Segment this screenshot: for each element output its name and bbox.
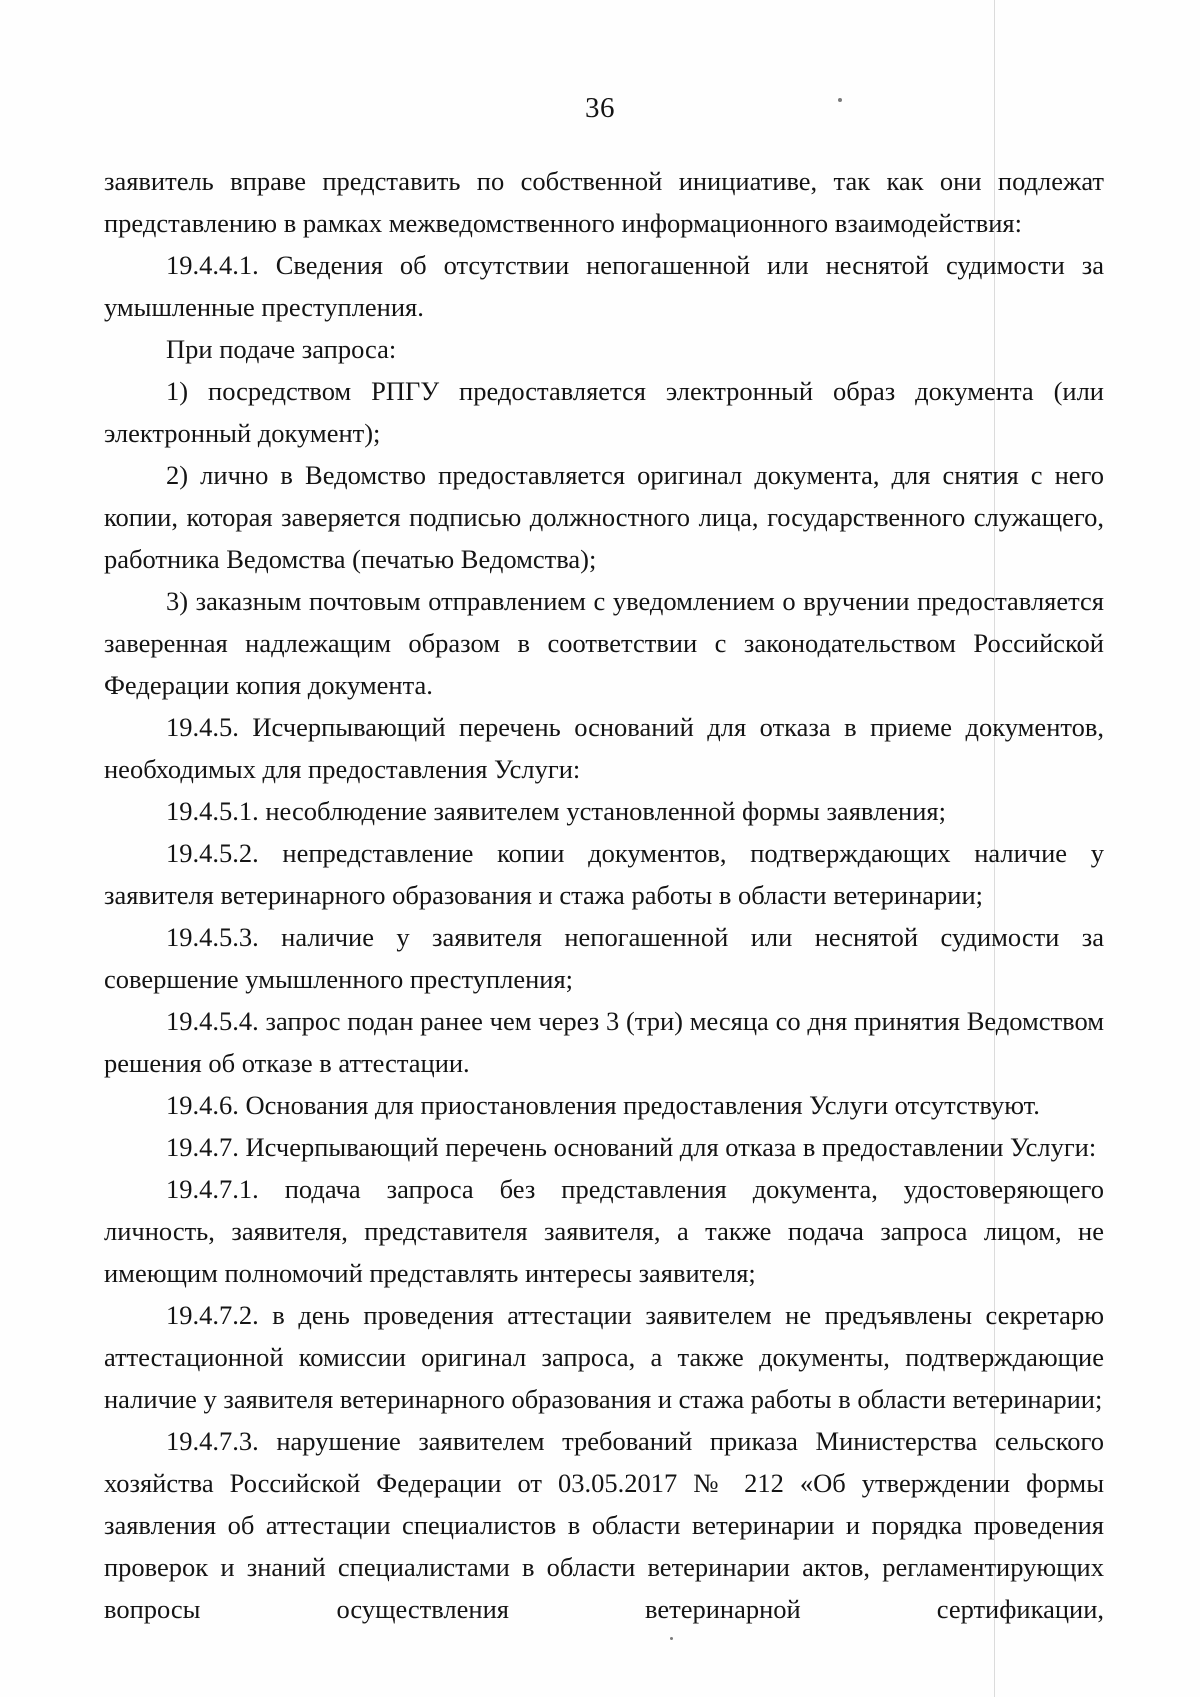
paragraph-19-4-6: 19.4.6. Основания для приостановления предоставления Услуги отсутствуют. (166, 1090, 1040, 1120)
paragraph-19-4-5-2: 19.4.5.2. непредставление копии документов, подтверждающих наличие у заявителя ветеринарного образования и стажа работы в области ветеринарии; (104, 838, 1104, 910)
paragraph-item-2: 2) лично в Ведомство предоставляется оригинал документа, для снятия с него копии, которая заверяется подписью должностного лица, государственного служащего, работника Ведомства (печатью Ведомства); (104, 460, 1104, 574)
paragraph-19-4-5-1: 19.4.5.1. несоблюдение заявителем установленной формы заявления; (166, 796, 946, 826)
document-body (104, 160, 1104, 1630)
paragraph-19-4-7: 19.4.7. Исчерпывающий перечень оснований для отказа в предоставлении Услуги: (166, 1132, 1097, 1162)
paragraph-item-1: 1) посредством РПГУ предоставляется электронный образ документа (или электронный документ); (104, 376, 1104, 448)
paragraph-19-4-4-1: 19.4.4.1. Сведения об отсутствии непогашенной или неснятой судимости за умышленные преступления. (104, 250, 1104, 322)
page-number: 36 (585, 92, 615, 124)
paragraph-item-3: 3) заказным почтовым отправлением с уведомлением о вручении предоставляется заверенная надлежащим образом в соответствии с законодательством Российской Федерации копия документа. (104, 586, 1104, 700)
paragraph-19-4-7-3: 19.4.7.3. нарушение заявителем требований приказа Министерства сельского хозяйства Российской Федерации от 03.05.2017 № 212 «Об утверждении формы заявления об аттестации специалистов в области ветеринарии и порядка проведения проверок и знаний специалистами в области ветеринарии актов, регламентирующих вопросы осуществления ветеринарной сертификации, (104, 1426, 1104, 1624)
paragraph-19-4-5-3: 19.4.5.3. наличие у заявителя непогашенной или неснятой судимости за совершение умышленного преступления; (104, 922, 1104, 994)
paragraph-19-4-7-2: 19.4.7.2. в день проведения аттестации заявителем не предъявлены секретарю аттестационной комиссии оригинал запроса, а также документы, подтверждающие наличие у заявителя ветеринарного образования и стажа работы в области ветеринарии; (104, 1300, 1104, 1414)
paragraph-19-4-5-4: 19.4.5.4. запрос подан ранее чем через 3 (три) месяца со дня принятия Ведомством решения об отказе в аттестации. (104, 1006, 1104, 1078)
paragraph-intro: заявитель вправе представить по собственной инициативе, так как они подлежат представлению в рамках межведомственного информационного взаимодействия: (104, 166, 1104, 238)
paragraph-request-submission: При подаче запроса: (166, 334, 397, 364)
scan-speck (670, 1637, 673, 1640)
paragraph-19-4-5: 19.4.5. Исчерпывающий перечень оснований для отказа в приеме документов, необходимых для предоставления Услуги: (104, 712, 1104, 784)
paragraph-19-4-7-1: 19.4.7.1. подача запроса без представления документа, удостоверяющего личность, заявителя, представителя заявителя, а также подача запроса лицом, не имеющим полномочий представлять интересы заявителя; (104, 1174, 1104, 1288)
